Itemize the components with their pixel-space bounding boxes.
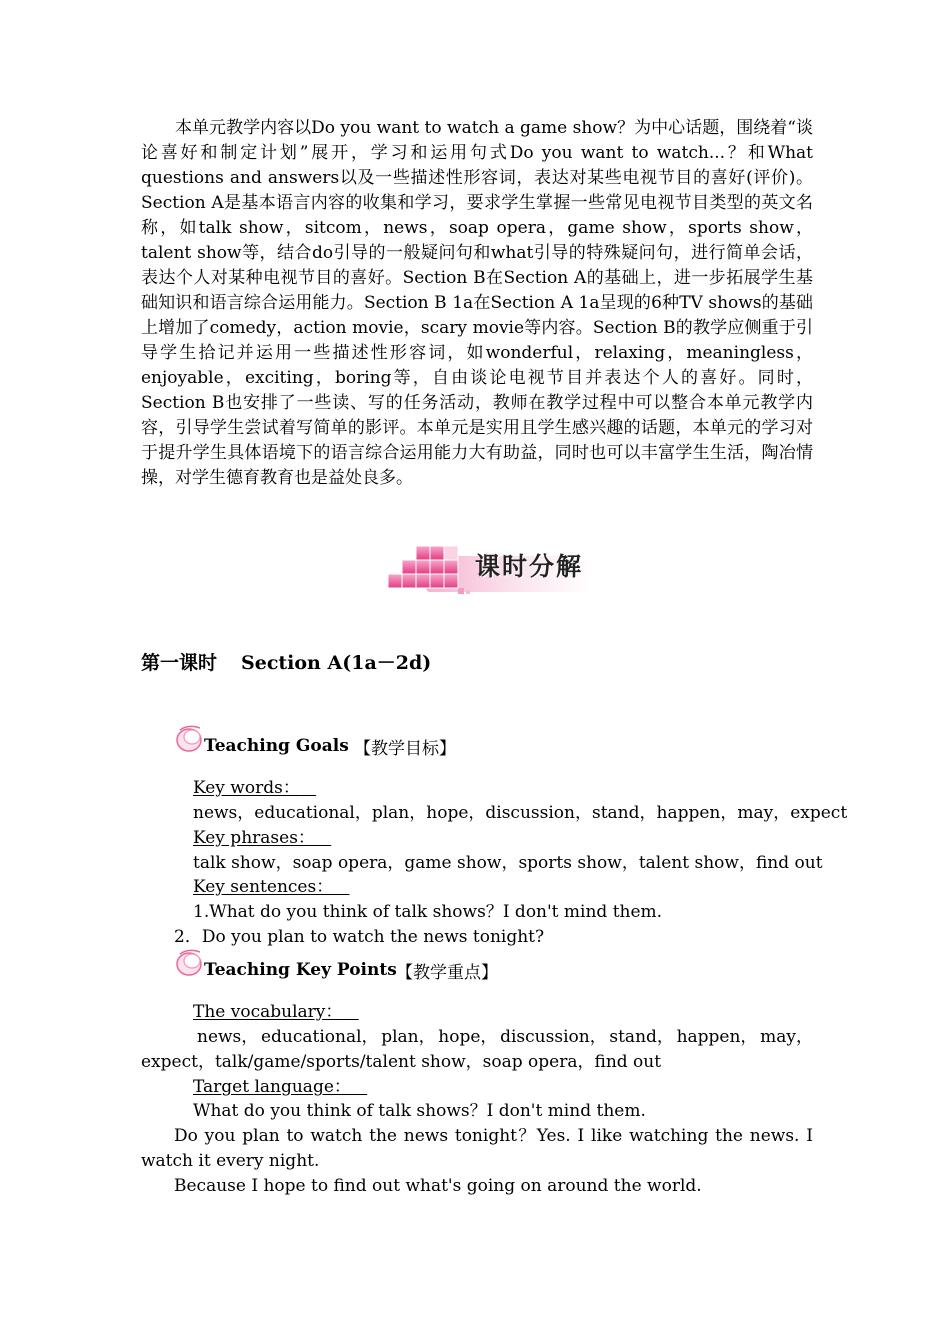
banner-title: 课时分解 — [475, 552, 584, 581]
key-phrases-label: Key phrases： — [193, 828, 315, 848]
vocab-item: discussion， — [500, 1027, 607, 1047]
vocabulary-line-1 — [141, 1025, 813, 1050]
key-sentence-2: 2．Do you plan to watch the news tonight? — [174, 927, 545, 947]
vocab-item: stand， — [609, 1027, 674, 1047]
target-language-label: Target language： — [193, 1077, 351, 1097]
vocab-item: educational， — [260, 1027, 379, 1047]
vocab-item: hope， — [438, 1027, 498, 1047]
vocabulary-block — [141, 1025, 813, 1075]
target-sentences-block — [141, 1124, 813, 1199]
intro-paragraph: 本单元教学内容以Do you want to watch a game show？为中心话题，围绕着“谈论喜好和制定计划”展开，学习和运用句式Do you want to watch...？和What questions and answers以及一些描述性形容词，表达对某些电视节目的喜好(评价)。Section A是基本语言内容的收集和学习，要求学生掌握一些常见电视节目类型的英文名称，如talk show，sitcom，news，soap opera，game show，sports show，talent show等，结合do引导的一般疑问句和what引导的特殊疑问句，进行简单会话，表达个人对某种电视节目的喜好。Section B在Section A的基础上，进一步拓展学生基础知识和语言综合运用能力。Section B 1a在Section A 1a呈现的6种TV shows的基础上增加了comedy，action movie，scary movie等内容。Section B的教学应侧重于引导学生拾记并运用一些描述性形容词，如wonderful，relaxing，meaningless，enjoyable，exciting，boring等，自由谈论电视节目并表达个人的喜好。同时，Section B也安排了一些读、写的任务活动，教师在教学过程中可以整合本单元教学内容，引导学生尝试着写简单的影评。本单元是实用且学生感兴趣的话题，本单元的学习对于提升学生具体语境下的语言综合运用能力大有助益，同时也可以丰富学生生活，陶冶情操，对学生德育教育也是益处良多。 — [141, 118, 813, 488]
vocab-item: may， — [760, 1027, 813, 1047]
key-sentences-label: Key sentences： — [193, 877, 334, 897]
cube-stack-icon — [388, 546, 470, 594]
key-sentence-1: 1.What do you think of talk shows？I don't mind them. — [193, 902, 663, 922]
teaching-key-points-title: Teaching Key Points — [204, 960, 397, 980]
lesson-title-cn: 第一课时 — [141, 652, 218, 674]
target-sentence-2: Do you plan to watch the news tonight？Yes. I like watching the news. I watch it every night. — [141, 1126, 813, 1171]
vocabulary-line-2: expect，talk/game/sports/talent show，soap opera，find out — [141, 1052, 662, 1072]
vocab-item: plan， — [381, 1027, 436, 1047]
vocab-item: happen， — [676, 1027, 758, 1047]
lesson-title-en: Section A(1a－2d) — [241, 652, 432, 674]
swirl-bullet-icon — [174, 948, 208, 978]
vocab-item: news， — [197, 1027, 259, 1047]
teaching-goals-title: Teaching Goals — [204, 736, 349, 756]
swirl-bullet-icon — [174, 724, 208, 754]
key-words-list: news，educational，plan，hope，discussion，stand，happen，may，expect — [193, 803, 848, 823]
target-sentence-1: What do you think of talk shows？I don't mind them. — [193, 1101, 646, 1121]
intro-section — [141, 116, 813, 491]
vocabulary-label: The vocabulary： — [193, 1002, 343, 1022]
target-sentence-3: Because I hope to find out what's going on around the world. — [174, 1176, 702, 1196]
lesson-title — [141, 648, 431, 675]
teaching-goals-title-cn: 【教学目标】 — [354, 739, 456, 759]
teaching-key-points-title-cn: 【教学重点】 — [396, 963, 498, 983]
key-phrases-list: talk show，soap opera，game show，sports show，talent show，find out — [193, 853, 823, 873]
key-words-label: Key words： — [193, 778, 300, 798]
